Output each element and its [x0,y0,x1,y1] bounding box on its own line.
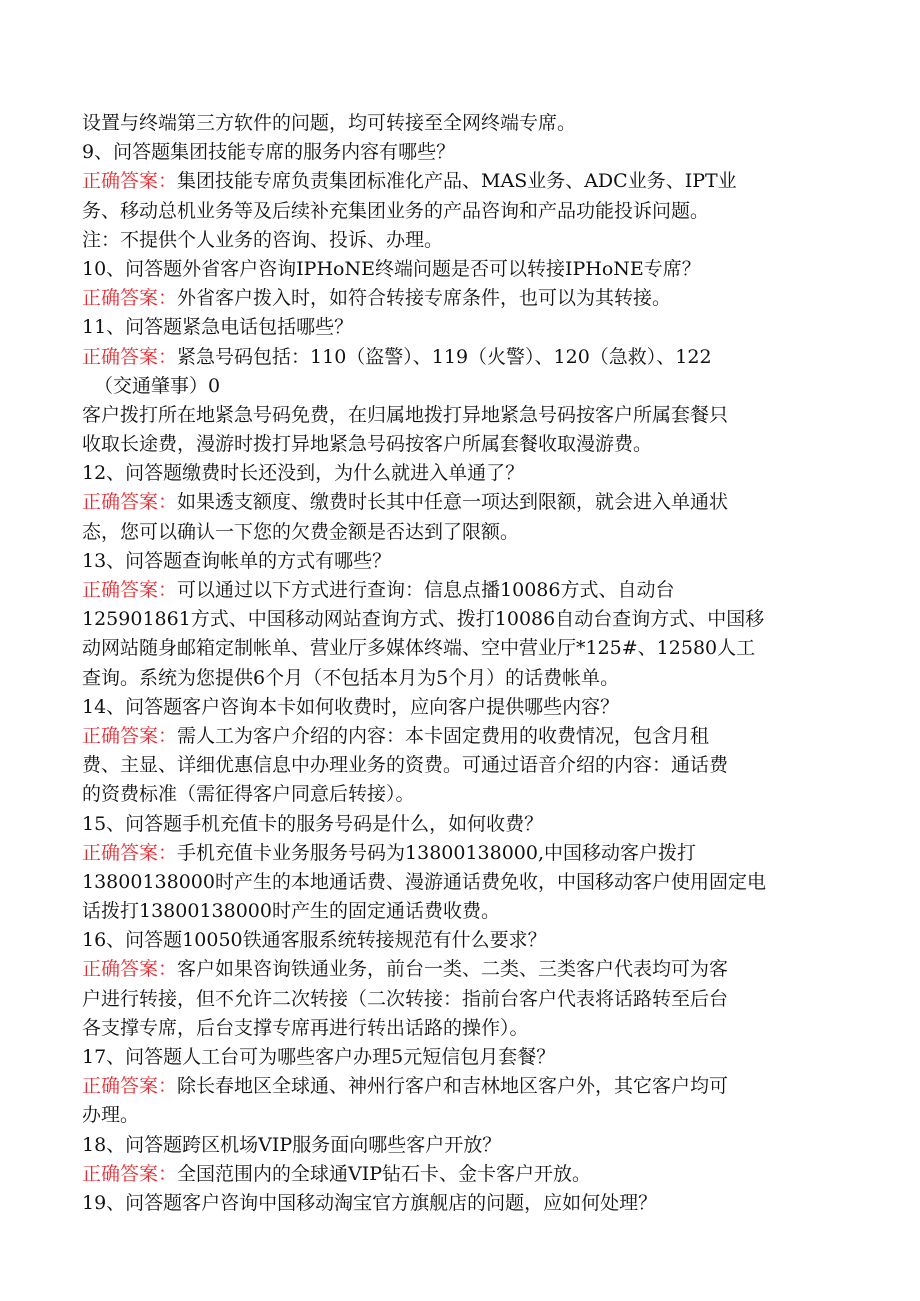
line-text: （交通肇事）0 [94,374,221,397]
text-line [82,985,842,1014]
text-line [82,1043,842,1072]
line-text: 话拨打13800138000时产生的固定通话费收费。 [82,900,500,923]
text-line [82,810,842,839]
correct-answer-label: 正确答案： [82,491,178,514]
line-text: 17、问答题人工台可为哪些客户办理5元短信包月套餐？ [82,1046,556,1068]
text-line [82,897,842,926]
correct-answer-label: 正确答案： [82,287,178,310]
text-line [82,1014,842,1043]
correct-answer-label: 正确答案： [82,724,178,747]
text-line [82,138,842,167]
text-line [82,664,842,693]
line-text: 查询。系统为您提供6个月（不包括本月为5个月）的话费帐单。 [82,666,620,689]
line-text: 12、问答题缴费时长还没到，为什么就进入单通了？ [82,462,525,485]
line-text: 19、问答题客户咨询中国移动淘宝官方旗舰店的问题，应如何处理？ [82,1191,658,1214]
correct-answer-label: 正确答案： [82,579,178,601]
line-text: 费、主显、详细优惠信息中办理业务的资费。可通过语音介绍的内容：通话费 [82,754,729,777]
answer-line [82,1160,842,1189]
answer-line [82,167,842,196]
line-text: 如果透支额度、缴费时长其中任意一项达到限额，就会进入单通状 [177,491,729,514]
line-text: 需人工为客户介绍的内容：本卡固定费用的收费情况，包含月租 [177,724,710,747]
text-line [82,547,842,576]
line-text: 紧急号码包括：110（盗警）、119（火警）、120（急救）、122 [177,345,712,368]
line-text: 务、移动总机业务等及后续补充集团业务的产品咨询和产品功能投诉问题。 [82,199,710,222]
text-line [82,197,842,226]
line-text: 户进行转接，但不允许二次转接（二次转接：指前台客户代表将话路转至后台 [82,987,729,1010]
line-text: 手机充值卡业务服务号码为13800138000,中国移动客户拨打 [177,841,697,864]
line-text: 13800138000时产生的本地通话费、漫游通话费免收，中国移动客户使用固定电 [82,870,766,893]
line-text: 125901861方式、中国移动网站查询方式、拨打10086自动台查询方式、中国移 [82,608,765,631]
text-line [82,1101,842,1130]
answer-line [82,284,842,313]
line-text: 各支撑专席，后台支撑专席再进行转出话路的操作）。 [82,1016,529,1039]
answer-line [82,343,842,372]
text-line [82,372,842,401]
answer-line [82,488,842,517]
line-text: 16、问答题10050铁通客服系统转接规范有什么要求？ [82,929,547,952]
line-text: 动网站随身邮箱定制帐单、营业厅多媒体终端、空中营业厅*125#、12580人工 [82,637,756,660]
text-line [82,751,842,780]
answer-line [82,955,842,984]
line-text: 集团技能专席负责集团标准化产品、MAS业务、ADC业务、IPT业 [177,170,737,193]
correct-answer-label: 正确答案： [82,841,178,864]
text-line [82,401,842,430]
text-line [82,430,842,459]
answer-line [82,1072,842,1101]
text-line [82,605,842,634]
text-line [82,634,842,663]
line-text: 客户如果咨询铁通业务，前台一类、二类、三类客户代表均可为客 [177,958,729,981]
text-line [82,1189,842,1218]
text-line [82,109,842,138]
line-text: 全国范围内的全球通VIP钻石卡、金卡客户开放。 [177,1162,592,1185]
correct-answer-label: 正确答案： [82,1162,178,1185]
line-text: 设置与终端第三方软件的问题，均可转接至全网终端专席。 [82,112,577,134]
text-line [82,226,842,255]
text-line [82,518,842,547]
line-text: 注：不提供个人业务的咨询、投诉、办理。 [82,228,444,251]
text-line [82,926,842,955]
line-text: 可以通过以下方式进行查询：信息点播10086方式、自动台 [177,579,675,601]
line-text: 的资费标准（需征得客户同意后转接）。 [82,783,415,806]
answer-line [82,722,842,751]
correct-answer-label: 正确答案： [82,170,178,193]
line-text: 客户拨打所在地紧急号码免费，在归属地拨打异地紧急号码按客户所属套餐只 [82,403,729,426]
text-line [82,693,842,722]
line-text: 13、问答题查询帐单的方式有哪些？ [82,549,392,572]
correct-answer-label: 正确答案： [82,958,178,981]
line-text: 15、问答题手机充值卡的服务号码是什么，如何收费？ [82,812,544,835]
text-line [82,868,842,897]
line-text: 10、问答题外省客户咨询IPHoNE终端问题是否可以转接IPHoNE专席？ [82,257,701,280]
answer-line [82,576,842,605]
text-line [82,255,842,284]
line-text: 办理。 [82,1104,140,1127]
document-body [82,109,842,1218]
line-text: 外省客户拨入时，如符合转接专席条件，也可以为其转接。 [177,287,672,310]
line-text: 18、问答题跨区机场VIP服务面向哪些客户开放？ [82,1133,502,1156]
text-line [82,1131,842,1160]
text-line [82,313,842,342]
line-text: 收取长途费，漫游时拨打异地紧急号码按客户所属套餐收取漫游费。 [82,433,653,456]
text-line [82,459,842,488]
line-text: 14、问答题客户咨询本卡如何收费时，应向客户提供哪些内容？ [82,695,620,718]
line-text: 除长春地区全球通、神州行客户和吉林地区客户外，其它客户均可 [177,1075,729,1098]
correct-answer-label: 正确答案： [82,1075,178,1098]
correct-answer-label: 正确答案： [82,345,178,368]
line-text: 态，您可以确认一下您的欠费金额是否达到了限额。 [82,520,520,543]
line-text: 9、问答题集团技能专席的服务内容有哪些？ [82,141,456,164]
text-line [82,780,842,809]
line-text: 11、问答题紧急电话包括哪些？ [82,316,354,339]
answer-line [82,839,842,868]
